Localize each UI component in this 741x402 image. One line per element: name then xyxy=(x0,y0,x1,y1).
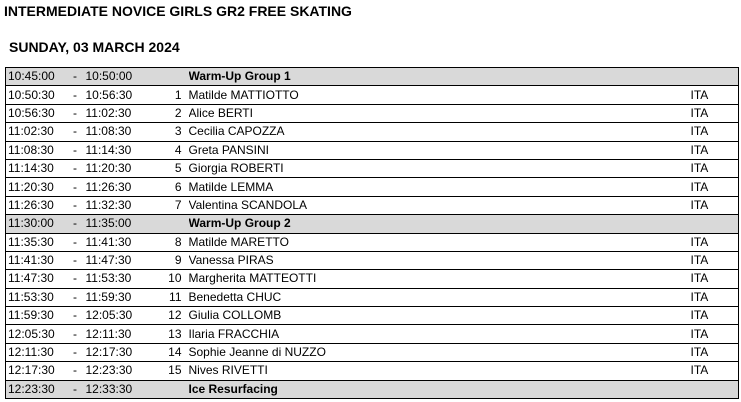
end-time-cell: 11:32:30 xyxy=(86,196,161,214)
start-number-cell xyxy=(161,68,189,86)
start-time-cell: 11:14:30 xyxy=(6,159,65,177)
start-number-cell: 8 xyxy=(161,233,189,251)
start-time-cell: 11:02:30 xyxy=(6,123,65,141)
name-cell: Benedetta CHUC xyxy=(189,288,691,306)
time-separator-cell: - xyxy=(65,123,86,141)
end-time-cell: 12:11:30 xyxy=(86,325,161,343)
end-time-cell: 11:59:30 xyxy=(86,288,161,306)
skater-row xyxy=(6,123,739,141)
nation-cell: ITA xyxy=(691,159,739,177)
nation-cell: ITA xyxy=(691,196,739,214)
start-time-cell: 10:45:00 xyxy=(6,68,65,86)
name-cell: Sophie Jeanne di NUZZO xyxy=(189,343,691,361)
time-separator-cell: - xyxy=(65,196,86,214)
event-date: SUNDAY, 03 MARCH 2024 xyxy=(9,39,180,55)
name-cell: Ice Resurfacing xyxy=(189,380,691,398)
skater-row xyxy=(6,325,739,343)
start-time-cell: 11:53:30 xyxy=(6,288,65,306)
nation-cell xyxy=(691,380,739,398)
skater-row xyxy=(6,307,739,325)
skater-row xyxy=(6,233,739,251)
skater-row xyxy=(6,343,739,361)
page-title: INTERMEDIATE NOVICE GIRLS GR2 FREE SKATING xyxy=(4,3,352,19)
end-time-cell: 11:26:30 xyxy=(86,178,161,196)
start-time-cell: 11:30:00 xyxy=(6,215,65,233)
start-number-cell: 12 xyxy=(161,307,189,325)
time-separator-cell: - xyxy=(65,270,86,288)
nation-cell: ITA xyxy=(691,141,739,159)
start-number-cell: 15 xyxy=(161,362,189,380)
skater-row xyxy=(6,104,739,122)
name-cell: Vanessa PIRAS xyxy=(189,251,691,269)
start-number-cell xyxy=(161,215,189,233)
end-time-cell: 11:02:30 xyxy=(86,104,161,122)
start-number-cell: 13 xyxy=(161,325,189,343)
time-separator-cell: - xyxy=(65,178,86,196)
end-time-cell: 10:56:30 xyxy=(86,86,161,104)
nation-cell: ITA xyxy=(691,343,739,361)
time-separator-cell: - xyxy=(65,141,86,159)
end-time-cell: 10:50:00 xyxy=(86,68,161,86)
name-cell: Matilde MATTIOTTO xyxy=(189,86,691,104)
nation-cell: ITA xyxy=(691,325,739,343)
start-number-cell: 10 xyxy=(161,270,189,288)
name-cell: Matilde MARETTO xyxy=(189,233,691,251)
start-time-cell: 11:20:30 xyxy=(6,178,65,196)
start-number-cell: 14 xyxy=(161,343,189,361)
start-time-cell: 12:05:30 xyxy=(6,325,65,343)
group-row xyxy=(6,380,739,398)
skater-row xyxy=(6,362,739,380)
skater-row xyxy=(6,196,739,214)
start-time-cell: 11:59:30 xyxy=(6,307,65,325)
name-cell: Warm-Up Group 1 xyxy=(189,68,691,86)
nation-cell: ITA xyxy=(691,270,739,288)
start-time-cell: 12:11:30 xyxy=(6,343,65,361)
name-cell: Warm-Up Group 2 xyxy=(189,215,691,233)
time-separator-cell: - xyxy=(65,251,86,269)
group-row xyxy=(6,68,739,86)
start-number-cell: 2 xyxy=(161,104,189,122)
skater-row xyxy=(6,178,739,196)
nation-cell: ITA xyxy=(691,251,739,269)
start-time-cell: 11:26:30 xyxy=(6,196,65,214)
time-separator-cell: - xyxy=(65,325,86,343)
start-number-cell: 11 xyxy=(161,288,189,306)
name-cell: Margherita MATTEOTTI xyxy=(189,270,691,288)
name-cell: Matilde LEMMA xyxy=(189,178,691,196)
start-number-cell xyxy=(161,380,189,398)
nation-cell: ITA xyxy=(691,104,739,122)
start-time-cell: 11:41:30 xyxy=(6,251,65,269)
end-time-cell: 12:05:30 xyxy=(86,307,161,325)
start-number-cell: 5 xyxy=(161,159,189,177)
start-time-cell: 12:23:30 xyxy=(6,380,65,398)
time-separator-cell: - xyxy=(65,343,86,361)
name-cell: Greta PANSINI xyxy=(189,141,691,159)
skater-row xyxy=(6,159,739,177)
end-time-cell: 12:33:30 xyxy=(86,380,161,398)
end-time-cell: 11:20:30 xyxy=(86,159,161,177)
skater-row xyxy=(6,270,739,288)
skater-row xyxy=(6,141,739,159)
end-time-cell: 11:53:30 xyxy=(86,270,161,288)
time-separator-cell: - xyxy=(65,362,86,380)
start-time-cell: 10:56:30 xyxy=(6,104,65,122)
start-time-cell: 10:50:30 xyxy=(6,86,65,104)
start-number-cell: 3 xyxy=(161,123,189,141)
end-time-cell: 11:08:30 xyxy=(86,123,161,141)
nation-cell: ITA xyxy=(691,123,739,141)
skater-row xyxy=(6,288,739,306)
start-number-cell: 6 xyxy=(161,178,189,196)
start-number-cell: 4 xyxy=(161,141,189,159)
time-separator-cell: - xyxy=(65,68,86,86)
nation-cell xyxy=(691,68,739,86)
end-time-cell: 11:35:00 xyxy=(86,215,161,233)
nation-cell: ITA xyxy=(691,362,739,380)
time-separator-cell: - xyxy=(65,288,86,306)
nation-cell xyxy=(691,215,739,233)
time-separator-cell: - xyxy=(65,307,86,325)
start-time-cell: 11:47:30 xyxy=(6,270,65,288)
skater-row xyxy=(6,251,739,269)
nation-cell: ITA xyxy=(691,178,739,196)
start-time-cell: 11:08:30 xyxy=(6,141,65,159)
time-separator-cell: - xyxy=(65,215,86,233)
name-cell: Valentina SCANDOLA xyxy=(189,196,691,214)
nation-cell: ITA xyxy=(691,307,739,325)
time-separator-cell: - xyxy=(65,159,86,177)
nation-cell: ITA xyxy=(691,233,739,251)
name-cell: Giulia COLLOMB xyxy=(189,307,691,325)
end-time-cell: 12:23:30 xyxy=(86,362,161,380)
name-cell: Giorgia ROBERTI xyxy=(189,159,691,177)
schedule-table xyxy=(5,67,739,399)
name-cell: Ilaria FRACCHIA xyxy=(189,325,691,343)
start-number-cell: 9 xyxy=(161,251,189,269)
start-number-cell: 1 xyxy=(161,86,189,104)
time-separator-cell: - xyxy=(65,380,86,398)
start-time-cell: 12:17:30 xyxy=(6,362,65,380)
end-time-cell: 11:41:30 xyxy=(86,233,161,251)
end-time-cell: 12:17:30 xyxy=(86,343,161,361)
name-cell: Cecilia CAPOZZA xyxy=(189,123,691,141)
name-cell: Nives RIVETTI xyxy=(189,362,691,380)
name-cell: Alice BERTI xyxy=(189,104,691,122)
end-time-cell: 11:14:30 xyxy=(86,141,161,159)
schedule-body xyxy=(6,68,739,399)
end-time-cell: 11:47:30 xyxy=(86,251,161,269)
nation-cell: ITA xyxy=(691,86,739,104)
group-row xyxy=(6,215,739,233)
skater-row xyxy=(6,86,739,104)
time-separator-cell: - xyxy=(65,104,86,122)
time-separator-cell: - xyxy=(65,86,86,104)
time-separator-cell: - xyxy=(65,233,86,251)
start-number-cell: 7 xyxy=(161,196,189,214)
nation-cell: ITA xyxy=(691,288,739,306)
start-time-cell: 11:35:30 xyxy=(6,233,65,251)
